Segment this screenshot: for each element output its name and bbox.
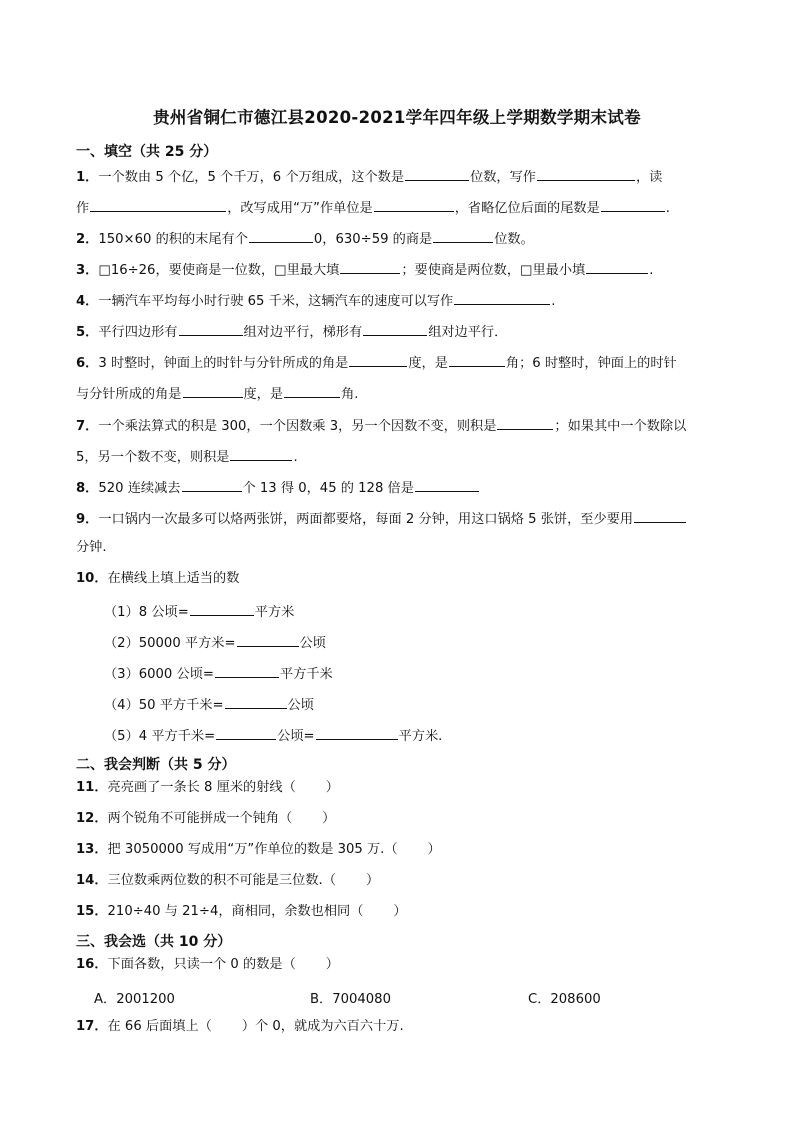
question-text: 两个锐角不可能拼成一个钝角（ — [107, 811, 293, 826]
option-c[interactable]: C．208600 — [528, 992, 601, 1007]
answer-blank[interactable] — [249, 228, 313, 243]
answer-blank[interactable] — [349, 352, 407, 367]
question-8 — [76, 477, 480, 498]
section-heading-fill-blanks: 一、填空（共 25 分） — [76, 144, 218, 160]
question-text: 一辆汽车平均每小时行驶 65 千米，这辆汽车的速度可以写作 — [98, 294, 454, 309]
question-text: 角. — [341, 387, 359, 402]
exam-title: 贵州省铜仁市德江县2020-2021学年四年级上学期数学期末试卷 — [153, 108, 641, 127]
question-text: （2）50000 平方米= — [104, 636, 236, 651]
question-text: ；要使商是两位数，□里最小填 — [401, 263, 586, 278]
question-text: ，改写成用“万”作单位是 — [227, 201, 373, 216]
question-number: 10． — [76, 571, 108, 586]
question-10-part-3 — [104, 663, 333, 684]
question-text: 0，630÷59 的商是 — [313, 232, 433, 247]
question-text: 作 — [76, 201, 90, 216]
question-number: 16． — [76, 957, 108, 972]
question-text: 分钟. — [76, 540, 107, 555]
answer-blank[interactable] — [190, 601, 254, 616]
question-text: 公顷= — [277, 729, 315, 744]
question-2 — [76, 228, 534, 249]
question-number: 15． — [76, 904, 108, 919]
question-number: 11． — [76, 780, 108, 795]
answer-blank[interactable] — [230, 446, 292, 461]
answer-blank[interactable] — [601, 197, 665, 212]
question-number: 2． — [76, 232, 99, 247]
question-text: □16÷26，要使商是一位数，□里最大填 — [98, 263, 340, 278]
question-16 — [76, 956, 339, 974]
question-text: ）个 0，就成为六百六十万. — [241, 1019, 404, 1034]
answer-blank[interactable] — [340, 259, 400, 274]
answer-blank[interactable] — [586, 259, 648, 274]
question-text: （5）4 平方千米= — [104, 729, 216, 744]
answer-blank[interactable] — [183, 383, 243, 398]
question-text: ，读 — [636, 170, 663, 185]
question-number: 5． — [76, 325, 99, 340]
question-number: 12． — [76, 811, 108, 826]
question-text: ；如果其中一个数除以 — [554, 419, 687, 434]
question-number: 8． — [76, 481, 99, 496]
question-text: 下面各数，只读一个 0 的数是（ — [107, 957, 296, 972]
question-6-line-2 — [76, 383, 358, 404]
question-1-line-2 — [76, 197, 670, 218]
question-text: 把 3050000 写成用“万”作单位的数是 305 万.（ — [107, 842, 398, 857]
question-number: 13． — [76, 842, 108, 857]
answer-blank[interactable] — [284, 383, 340, 398]
question-text: 三位数乘两位数的积不可能是三位数.（ — [107, 873, 336, 888]
answer-blank[interactable] — [537, 166, 635, 181]
question-text: 在 66 后面填上（ — [107, 1019, 212, 1034]
question-text: 位数，写作 — [470, 170, 536, 185]
question-10 — [76, 570, 239, 588]
question-text: 平方千米 — [279, 667, 333, 682]
question-text: 150×60 的积的末尾有个 — [98, 232, 248, 247]
question-text: 度，是 — [408, 356, 448, 371]
answer-blank[interactable] — [415, 477, 479, 492]
question-10-part-5 — [104, 725, 442, 746]
question-text: 公顷 — [287, 698, 314, 713]
question-4 — [76, 290, 555, 311]
question-text: 210÷40 与 21÷4，商相同，余数也相同（ — [107, 904, 364, 919]
option-a[interactable]: A．2001200 — [94, 992, 175, 1007]
question-text: ） — [393, 904, 407, 919]
question-10-part-1 — [104, 601, 294, 622]
question-number: 6． — [76, 356, 99, 371]
section-heading-judge: 二、我会判断（共 5 分） — [76, 757, 236, 773]
answer-blank[interactable] — [363, 321, 427, 336]
option-b[interactable]: B．7004080 — [310, 992, 391, 1007]
question-text: ） — [325, 780, 339, 795]
question-text: ） — [322, 811, 336, 826]
question-number: 3． — [76, 263, 99, 278]
question-text: ） — [427, 842, 441, 857]
question-text: 520 连续减去 — [98, 481, 181, 496]
question-10-part-4 — [104, 694, 314, 715]
question-text: 组对边平行． — [428, 325, 508, 340]
question-9-line-1 — [76, 508, 687, 529]
question-12 — [76, 810, 335, 828]
question-17 — [76, 1018, 404, 1036]
question-text: 一个乘法算式的积是 300，一个因数乘 3，另一个因数不变，则积是 — [98, 419, 497, 434]
answer-blank[interactable] — [497, 415, 553, 430]
question-text: 平行四边形有 — [98, 325, 178, 340]
question-text: 度，是 — [243, 387, 284, 402]
question-text: . — [293, 450, 298, 465]
question-14 — [76, 872, 379, 890]
answer-blank[interactable] — [316, 725, 398, 740]
answer-blank[interactable] — [215, 663, 279, 678]
question-7-line-1 — [76, 415, 686, 436]
question-text: ） — [325, 957, 339, 972]
question-text: 一口锅内一次最多可以烙两张饼，两面都要烙，每面 2 分钟，用这口锅烙 5 张饼，至少要用 — [98, 512, 634, 527]
question-text: （1）8 公顷= — [104, 605, 189, 620]
answer-blank[interactable] — [182, 477, 242, 492]
question-10-part-2 — [104, 632, 326, 653]
question-number: 7． — [76, 419, 99, 434]
question-text: 亮亮画了一条长 8 厘米的射线（ — [107, 780, 296, 795]
question-text: 平方米. — [398, 729, 443, 744]
answer-blank[interactable] — [179, 321, 243, 336]
question-number: 17． — [76, 1019, 108, 1034]
question-3 — [76, 259, 653, 280]
question-text: ） — [365, 873, 380, 888]
question-text: 个 13 得 0，45 的 128 倍是 — [242, 481, 414, 496]
answer-blank[interactable] — [449, 352, 505, 367]
question-number: 14． — [76, 873, 108, 888]
question-text: 与分针所成的角是 — [76, 387, 182, 402]
question-text: . — [649, 263, 654, 278]
question-text: （3）6000 公顷= — [104, 667, 214, 682]
question-15 — [76, 903, 407, 921]
question-text: （4）50 平方千米= — [104, 698, 224, 713]
question-1-line-1 — [76, 166, 662, 187]
answer-blank[interactable] — [225, 694, 287, 709]
question-text: ，省略亿位后面的尾数是 — [454, 201, 600, 216]
answer-blank[interactable] — [454, 290, 550, 305]
question-number: 9． — [76, 512, 99, 527]
question-text: . — [551, 294, 556, 309]
answer-blank[interactable] — [237, 632, 299, 647]
question-text: 位数。 — [494, 232, 534, 247]
question-5 — [76, 321, 507, 342]
question-text: 角；6 时整时，钟面上的时针 — [505, 356, 677, 371]
question-9-line-2 — [76, 539, 107, 557]
answer-blank[interactable] — [405, 166, 469, 181]
question-7-line-2 — [76, 446, 298, 467]
question-text: 平方米 — [254, 605, 295, 620]
question-text: 一个数由 5 个亿，5 个千万，6 个万组成，这个数是 — [98, 170, 405, 185]
answer-blank[interactable] — [634, 508, 686, 523]
answer-blank[interactable] — [216, 725, 276, 740]
question-text: 组对边平行，梯形有 — [243, 325, 363, 340]
question-number: 4． — [76, 294, 99, 309]
question-6-line-1 — [76, 352, 677, 373]
question-text: 公顷 — [299, 636, 326, 651]
question-text: 3 时整时，钟面上的时针与分针所成的角是 — [98, 356, 349, 371]
question-text: 5，另一个数不变，则积是 — [76, 450, 230, 465]
answer-blank[interactable] — [90, 197, 226, 212]
question-text: . — [665, 201, 670, 216]
answer-blank[interactable] — [374, 197, 454, 212]
question-text: 在横线上填上适当的数 — [107, 571, 240, 586]
question-13 — [76, 841, 441, 859]
section-heading-choose: 三、我会选（共 10 分） — [76, 934, 232, 950]
answer-blank[interactable] — [433, 228, 493, 243]
question-11 — [76, 779, 339, 797]
question-number: 1． — [76, 170, 99, 185]
